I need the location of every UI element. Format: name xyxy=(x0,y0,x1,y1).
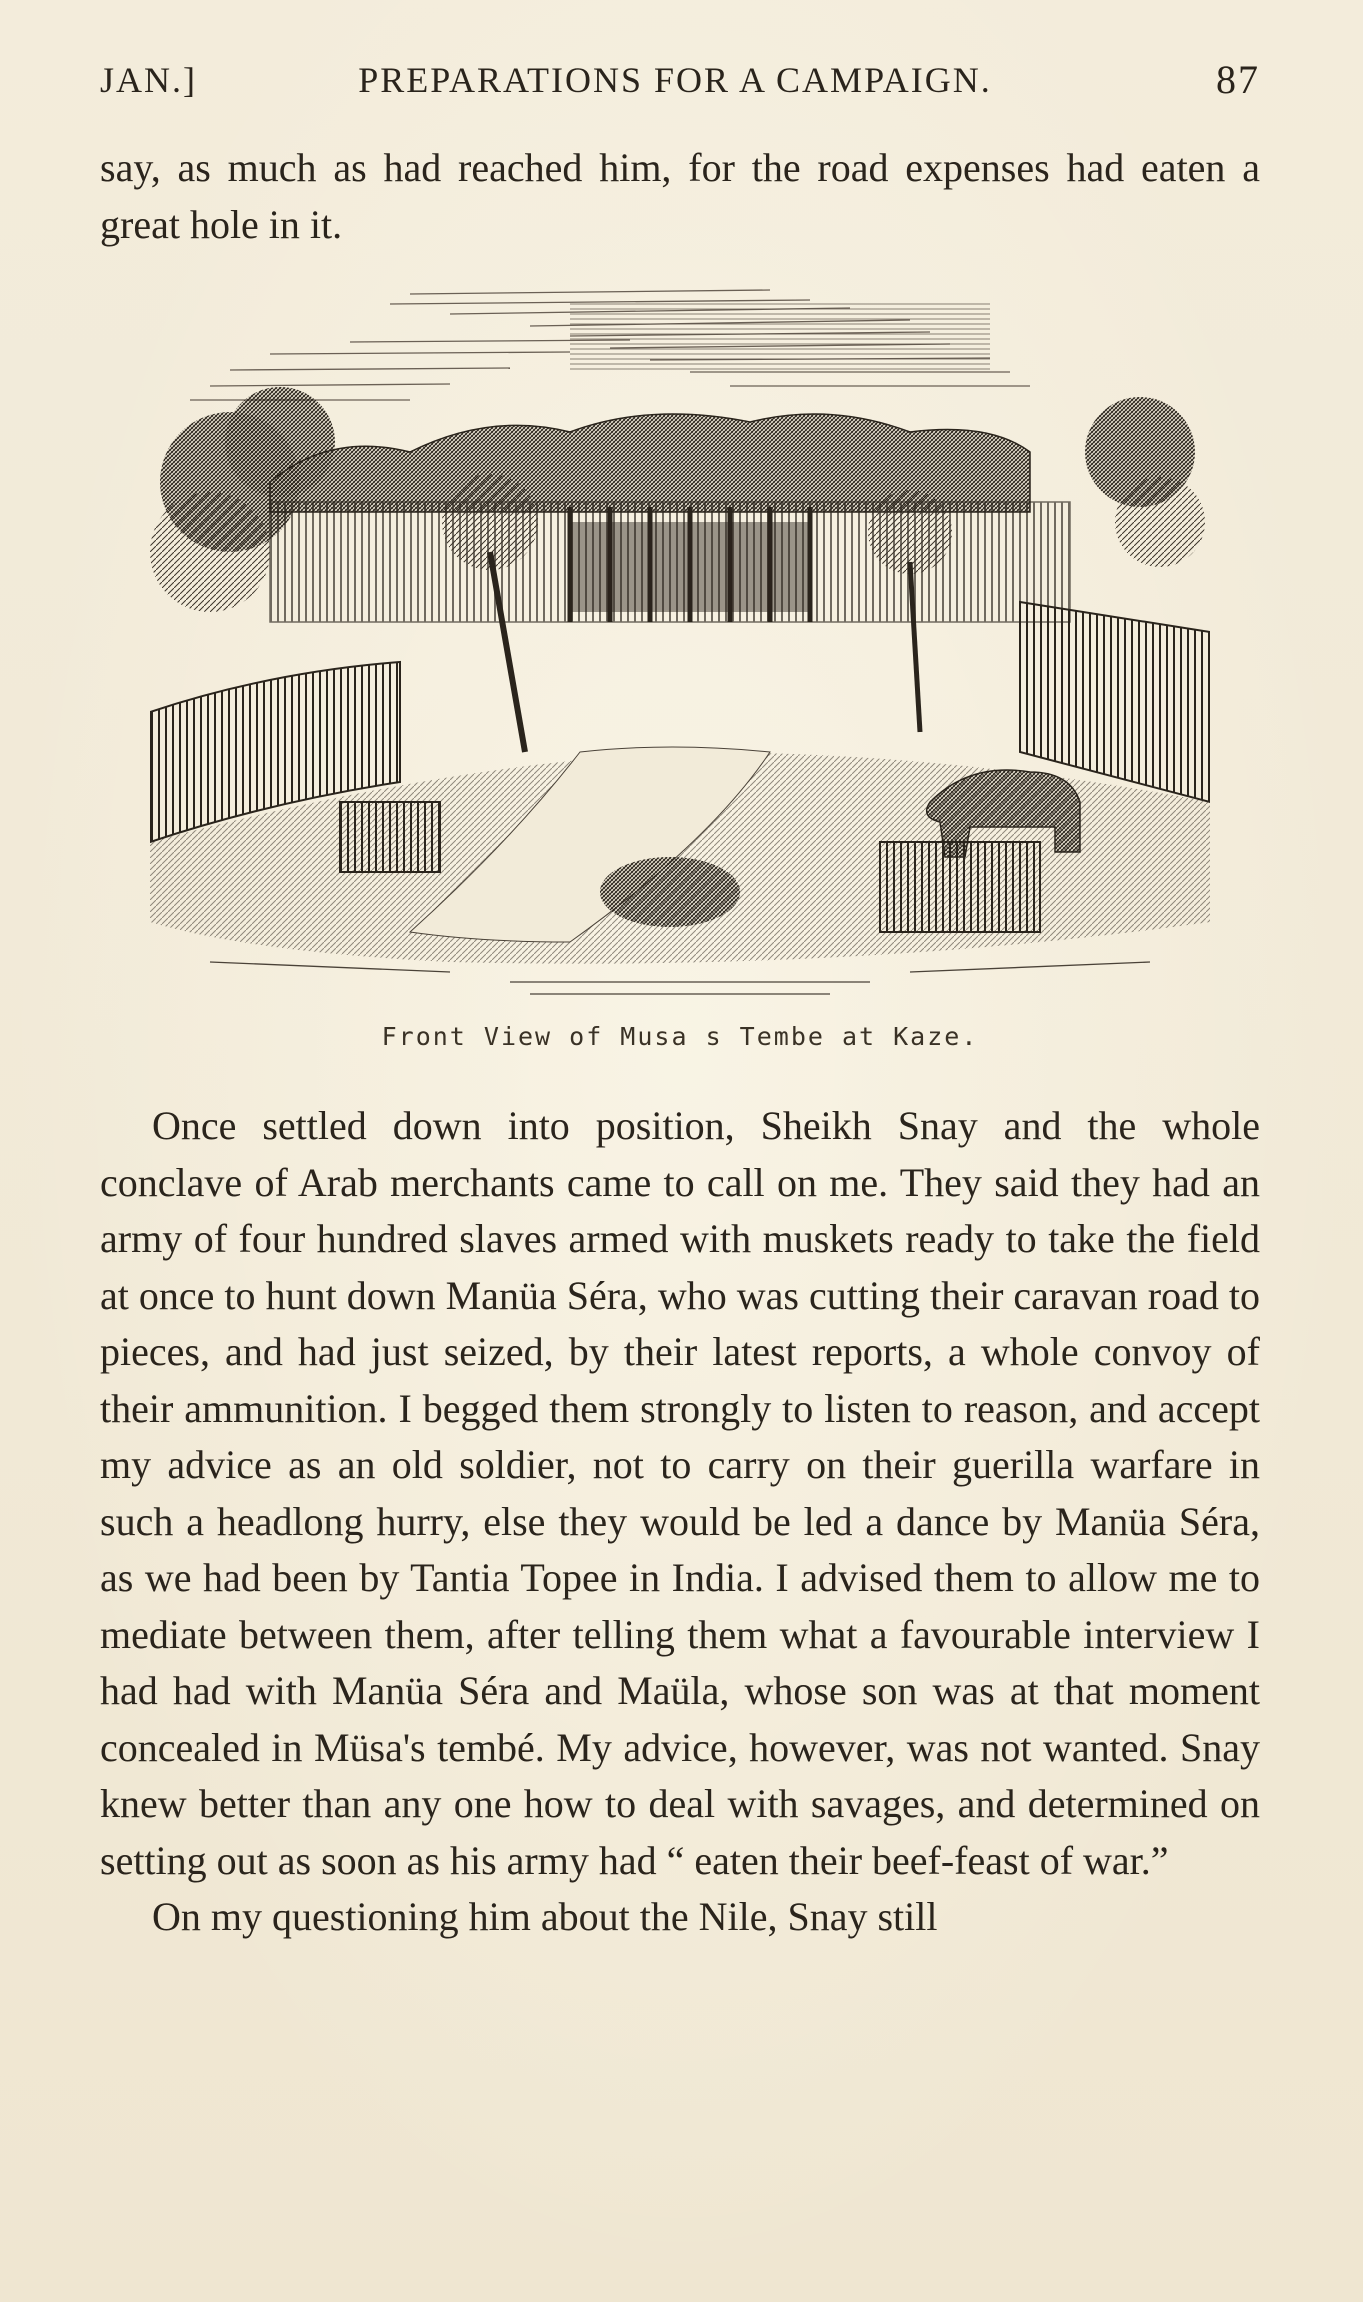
running-header-title: PREPARATIONS FOR A CAMPAIGN. xyxy=(358,60,992,100)
right-fence xyxy=(1020,602,1210,802)
running-header-month: JAN.] xyxy=(100,60,197,100)
body-text xyxy=(100,1098,1260,1946)
running-header xyxy=(100,50,1260,110)
paragraph: On my questioning him about the Nile, Snay still xyxy=(152,1894,938,1939)
figure-caption: Front View of Musa s Tembe at Kaze. xyxy=(381,1022,979,1051)
engraving-illustration xyxy=(150,282,1210,1002)
right-tree xyxy=(1085,397,1205,567)
left-stump xyxy=(340,802,440,872)
intro-paragraph xyxy=(100,140,1260,253)
intro-text: say, as much as had reached him, for the road expenses had eaten a great hole in it. xyxy=(100,145,1260,247)
paragraph: Once settled down into position, Sheikh Snay and the whole conclave of Arab merchants came to call on me. They said they had an army of four hundred slaves armed with muskets ready to take the field at once to hunt down Manüa Séra, who was cutting their caravan road to pieces, and had just seized, by their latest reports, a whole convoy of their ammunition. I begged them strongly to listen to reason, and accept my advice as an old soldier, not to carry on their guerilla warfare in such a headlong hurry, else they would be led a dance by Manüa Séra, as we had been by Tantia Topee in India. I advised them to allow me to mediate between them, after telling them what a favourable interview I had had with Manüa Séra and Maüla, whose son was at that moment concealed in Müsa's tembé. My advice, however, was not wanted. Snay knew better than any one how to deal with savages, and determined on setting out as soon as his army had “ eaten their beef-feast of war.” xyxy=(100,1103,1260,1883)
foreground-bush xyxy=(600,857,740,927)
page-number: 87 xyxy=(1216,57,1260,102)
ground-strokes xyxy=(210,962,1150,994)
